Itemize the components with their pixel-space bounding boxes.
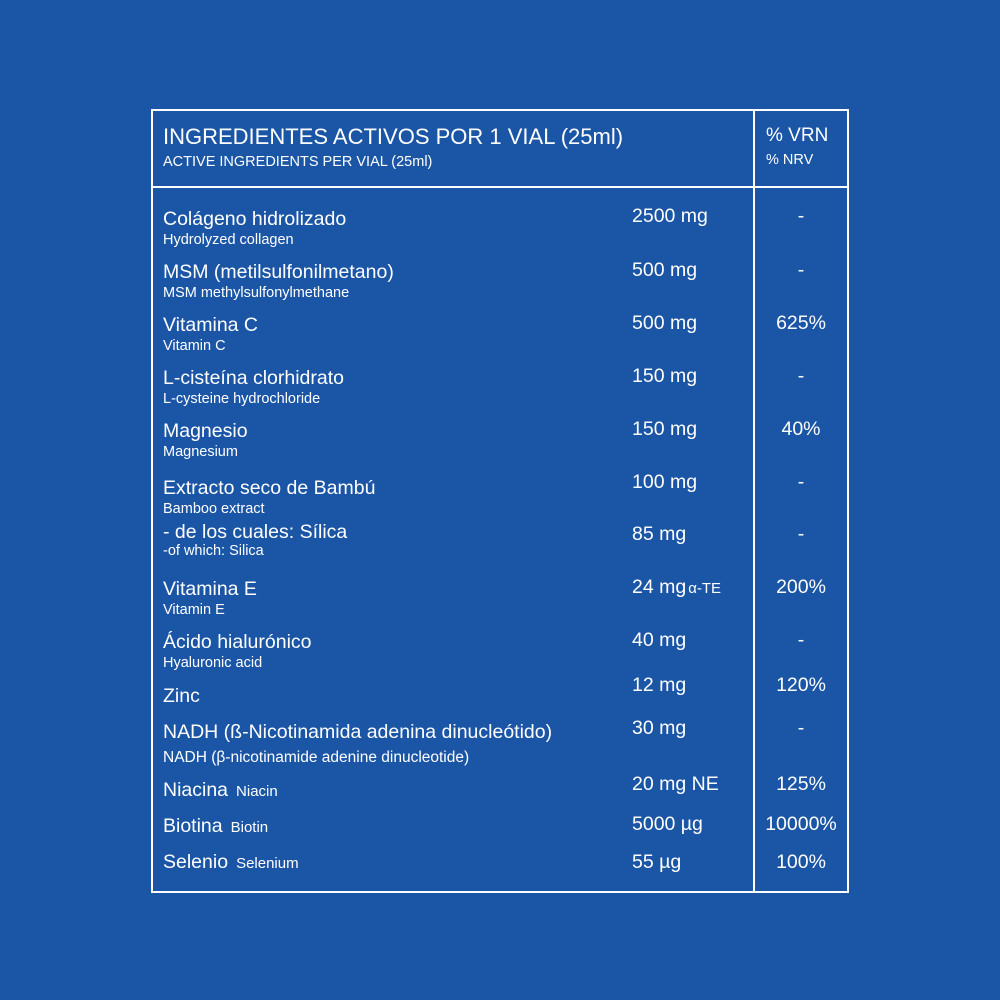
ingredient-name-en: Vitamin C	[163, 338, 226, 354]
ingredient-vrn: 120%	[776, 674, 826, 696]
ingredient-amount: 85 mg	[632, 523, 687, 545]
header-title-en: ACTIVE INGREDIENTS PER VIAL (25ml)	[163, 154, 433, 170]
ingredient-amount: 55 µg	[632, 851, 682, 873]
ingredient-vrn: 100%	[776, 851, 826, 873]
ingredient-name-es: Biotina Biotin	[163, 815, 269, 837]
ingredient-name-es: Vitamina C	[163, 314, 259, 336]
ingredient-vrn: 625%	[776, 312, 826, 334]
ingredient-name-es: Zinc	[163, 685, 200, 707]
table-row	[163, 314, 843, 358]
table-row	[163, 848, 843, 892]
ingredient-vrn: -	[797, 365, 805, 387]
table-row	[163, 578, 843, 622]
ingredient-amount: 20 mg NE	[632, 773, 719, 795]
ingredient-amount: 100 mg	[632, 471, 698, 493]
ingredient-name-en: Bamboo extract	[163, 501, 265, 517]
ingredient-vrn: -	[797, 471, 805, 493]
table-row	[163, 521, 843, 565]
ingredient-name-en: NADH (β-nicotinamide adenine dinucleotide)	[163, 749, 470, 766]
header-vrn-label: % VRN	[766, 125, 829, 146]
ingredient-name-en: Biotin	[230, 819, 269, 836]
ingredient-name-es: NADH (ß-Nicotinamida adenina dinucleótido)	[163, 721, 553, 743]
ingredient-name-en: Magnesium	[163, 444, 238, 460]
ingredient-vrn: -	[797, 205, 805, 227]
table-row	[163, 717, 843, 766]
ingredient-name-es: Magnesio	[163, 420, 248, 442]
ingredient-amount: 24 mg α-TE	[632, 576, 722, 598]
table-row	[163, 420, 843, 464]
ingredient-name-en: -of which: Silica	[163, 543, 264, 559]
ingredient-name-en: Niacin	[236, 783, 278, 800]
ingredient-name-en: Hydrolyzed collagen	[163, 232, 294, 248]
ingredient-name-es: Vitamina E	[163, 578, 257, 600]
header-divider	[151, 186, 849, 188]
ingredient-amount: 500 mg	[632, 259, 698, 281]
ingredient-vrn: -	[797, 717, 805, 739]
header-title-es: INGREDIENTES ACTIVOS POR 1 VIAL (25ml)	[163, 124, 624, 149]
ingredient-amount: 150 mg	[632, 418, 698, 440]
ingredient-name-es: Selenio Selenium	[163, 851, 299, 873]
ingredient-name-en: L-cysteine hydrochloride	[163, 391, 321, 407]
table-row	[163, 205, 843, 252]
ingredient-name-es: Colágeno hidrolizado	[163, 208, 347, 230]
amount-unit: α-TE	[688, 580, 722, 597]
ingredient-amount: 150 mg	[632, 365, 698, 387]
ingredient-name-en: Selenium	[236, 855, 299, 872]
table-row	[163, 631, 843, 675]
ingredient-name-es: Niacina Niacin	[163, 779, 278, 801]
ingredient-name-es: L-cisteína clorhidrato	[163, 367, 345, 389]
ingredient-amount: 5000 µg	[632, 813, 703, 835]
ingredient-amount: 2500 mg	[632, 205, 708, 227]
ingredient-amount: 30 mg	[632, 717, 687, 739]
table-row	[163, 367, 843, 411]
ingredient-vrn: -	[797, 523, 805, 545]
ingredient-name-es: - de los cuales: Sílica	[163, 521, 348, 543]
header-nrv-label: % NRV	[766, 152, 814, 168]
ingredient-amount: 12 mg	[632, 674, 687, 696]
ingredient-name-en: Hyaluronic acid	[163, 655, 263, 671]
ingredient-name-en: Vitamin E	[163, 602, 225, 618]
ingredient-name-es: MSM (metilsulfonilmetano)	[163, 261, 394, 283]
table-row	[163, 471, 843, 521]
ingredient-name-es: Extracto seco de Bambú	[163, 477, 376, 499]
ingredient-vrn: 125%	[776, 773, 826, 795]
ingredient-vrn: -	[797, 259, 805, 281]
ingredient-amount: 40 mg	[632, 629, 687, 651]
ingredient-amount: 500 mg	[632, 312, 698, 334]
ingredient-vrn: -	[797, 629, 805, 651]
ingredient-name-en: MSM methylsulfonylmethane	[163, 285, 350, 301]
table-row	[163, 261, 843, 305]
ingredient-vrn: 40%	[781, 418, 821, 440]
ingredient-vrn: 200%	[776, 576, 826, 598]
ingredient-vrn: 10000%	[765, 813, 837, 835]
ingredient-name-es: Ácido hialurónico	[163, 631, 312, 653]
